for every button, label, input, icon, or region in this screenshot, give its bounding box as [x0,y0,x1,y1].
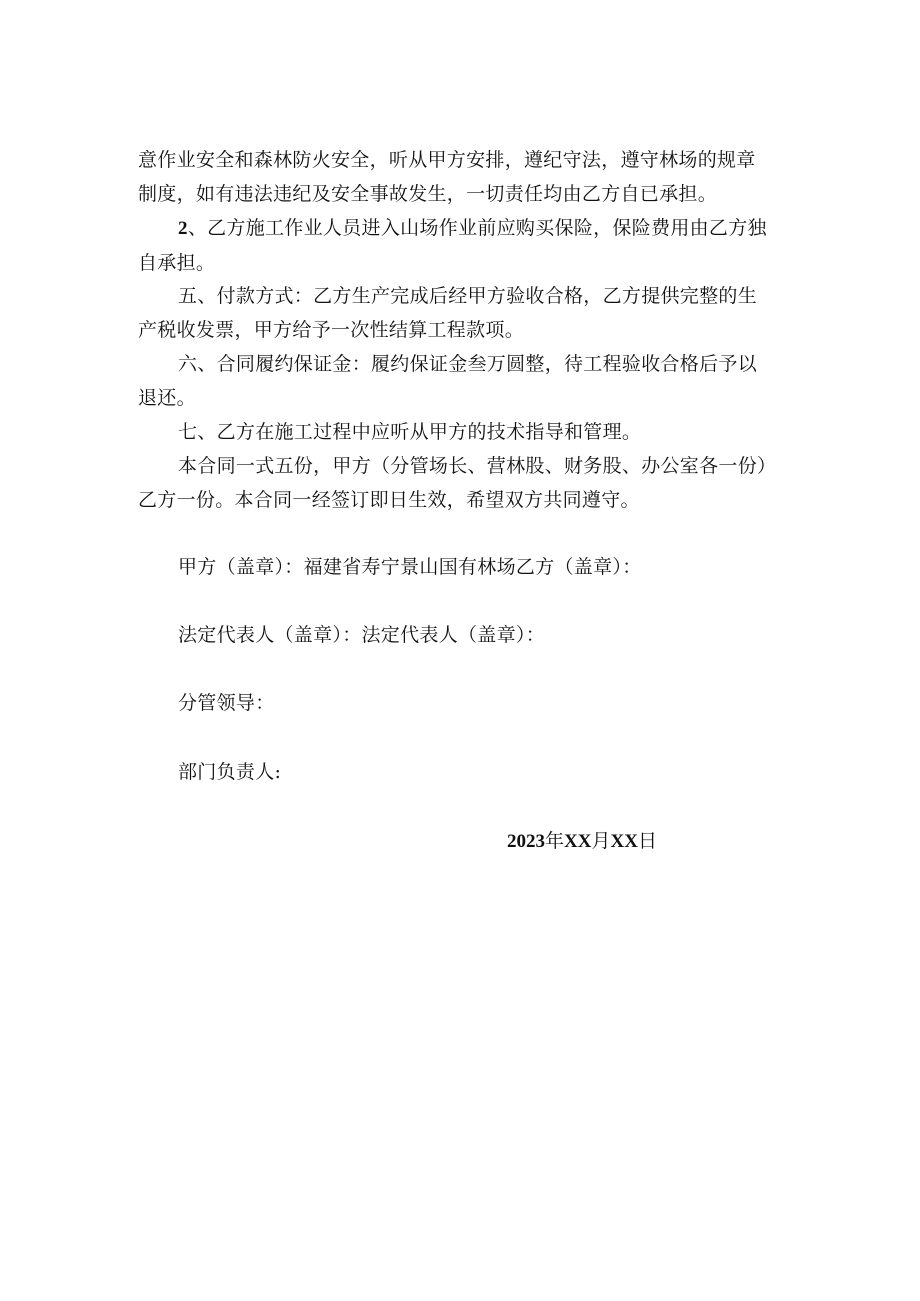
paragraph-guidance [138,415,798,449]
text-line: 七、乙方在施工过程中应听从甲方的技术指导和管理。 [178,421,642,443]
paragraph-deposit [138,347,798,415]
date-month-unit: 月 [591,830,611,852]
text-line: 五、付款方式：乙方生产完成后经甲方验收合格，乙方提供完整的生 [178,285,758,307]
text-line [138,211,798,246]
date-day-unit: 日 [637,830,657,852]
date-year-unit: 年 [545,830,565,852]
date-day: XX [610,831,638,852]
date-year: 2023 [507,831,545,852]
text-line: 产税收发票，甲方给予一次性结算工程款项。 [138,319,525,341]
paragraph-payment [138,279,798,347]
paragraph-copies [138,449,798,517]
text-line: 意作业安全和森林防火安全，听从甲方安排，遵纪守法，遵守林场的规章 [138,149,756,171]
signing-date [507,826,657,857]
clause-number: 2 [178,218,188,239]
text-line: 本合同一式五份，甲方（分管场长、营林股、财务股、办公室各一份） [178,455,777,477]
signature-dept-head: 部门负责人: [178,761,282,783]
signature-leader: 分管领导： [178,692,275,714]
text-line: 自承担。 [138,252,216,274]
clause-text: 、乙方施工作业人员进入山场作业前应购买保险，保险费用由乙方独 [187,217,767,239]
text-line: 六、合同履约保证金：履约保证金叁万圆整，待工程验收合格后予以 [178,353,758,375]
paragraph-insurance [138,211,798,280]
text-line: 乙方一份。本合同一经签订即日生效，希望双方共同遵守。 [138,489,640,511]
text-line: 制度，如有违法违纪及安全事故发生，一切责任均由乙方自已承担。 [138,183,718,205]
signature-legal-rep: 法定代表人（盖章）：法定代表人（盖章）： [178,624,546,646]
date-month: XX [564,831,592,852]
text-line: 退还。 [138,387,196,409]
signature-party-a: 甲方（盖章）：福建省寿宁景山国有林场乙方（盖章）： [178,556,642,578]
paragraph-safety [138,143,798,211]
